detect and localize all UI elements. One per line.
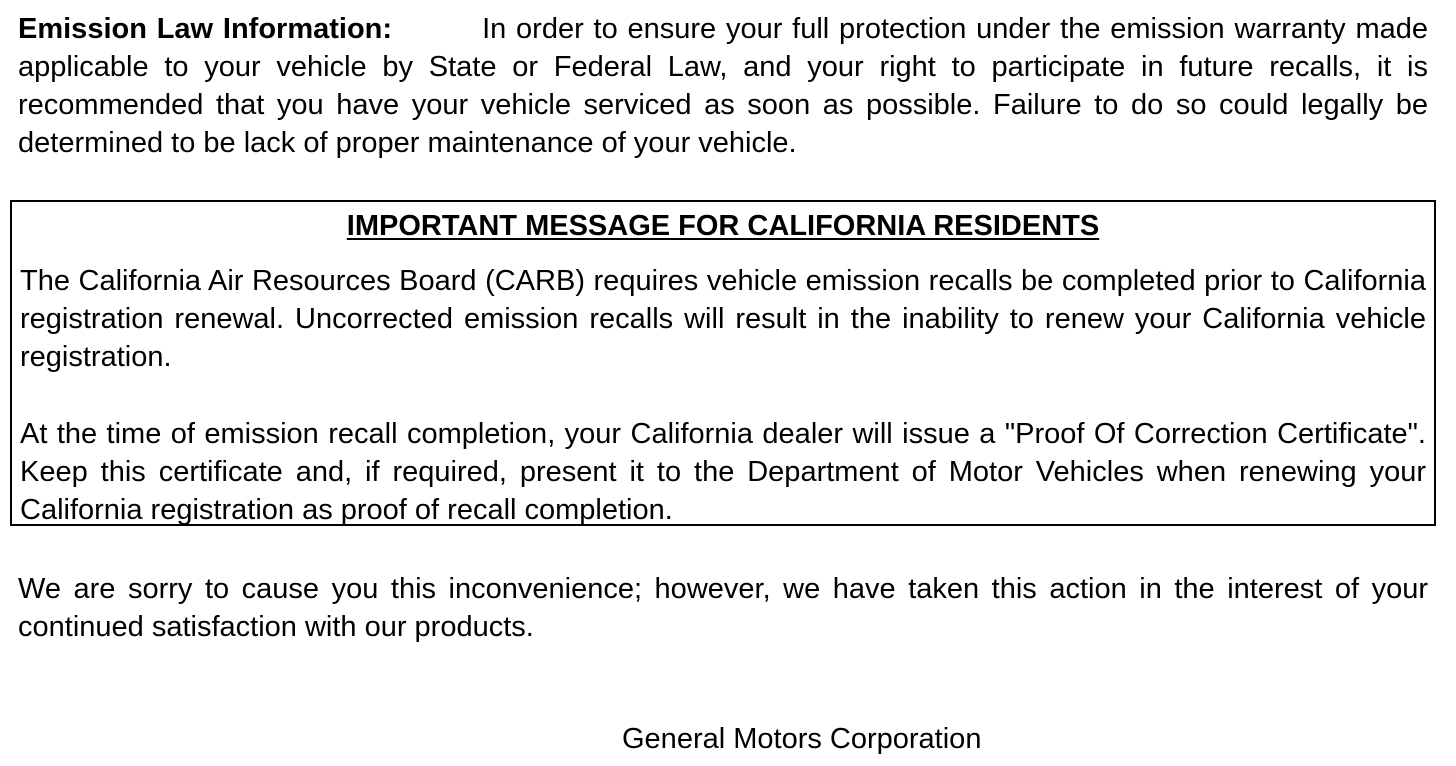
proof-of-correction-paragraph: At the time of emission recall completion, your California dealer will issue a "Proof Of Correction Certificate". Keep this certificate and, if required, present it to the Department of Motor Vehicles when renewing your California registration as proof of recall completion. [20,418,1426,526]
apology-paragraph: We are sorry to cause you this inconvenience; however, we have taken this action in the interest of your continued satisfaction with our products. [18,573,1428,643]
emission-law-text: In order to ensure your full protection under the emission warranty made applicable to your vehicle by State or Federal Law, and your right to participate in future recalls, it is recommended that you have your vehicle serviced as soon as possible. Failure to do so could legally be determined to be lack of proper maintenance of your vehicle. [18,13,1428,159]
carb-requirement-paragraph: The California Air Resources Board (CARB) requires vehicle emission recalls be completed prior to California registration renewal. Uncorrected emission recalls will result in the inability to renew your California vehicle registration. [20,265,1426,373]
emission-law-label: Emission Law Information: [18,13,393,45]
company-signature: General Motors Corporation [622,723,982,755]
emission-law-paragraph [18,10,1428,162]
california-notice-box [10,200,1436,526]
california-notice-title: IMPORTANT MESSAGE FOR CALIFORNIA RESIDENTS [346,210,1100,242]
